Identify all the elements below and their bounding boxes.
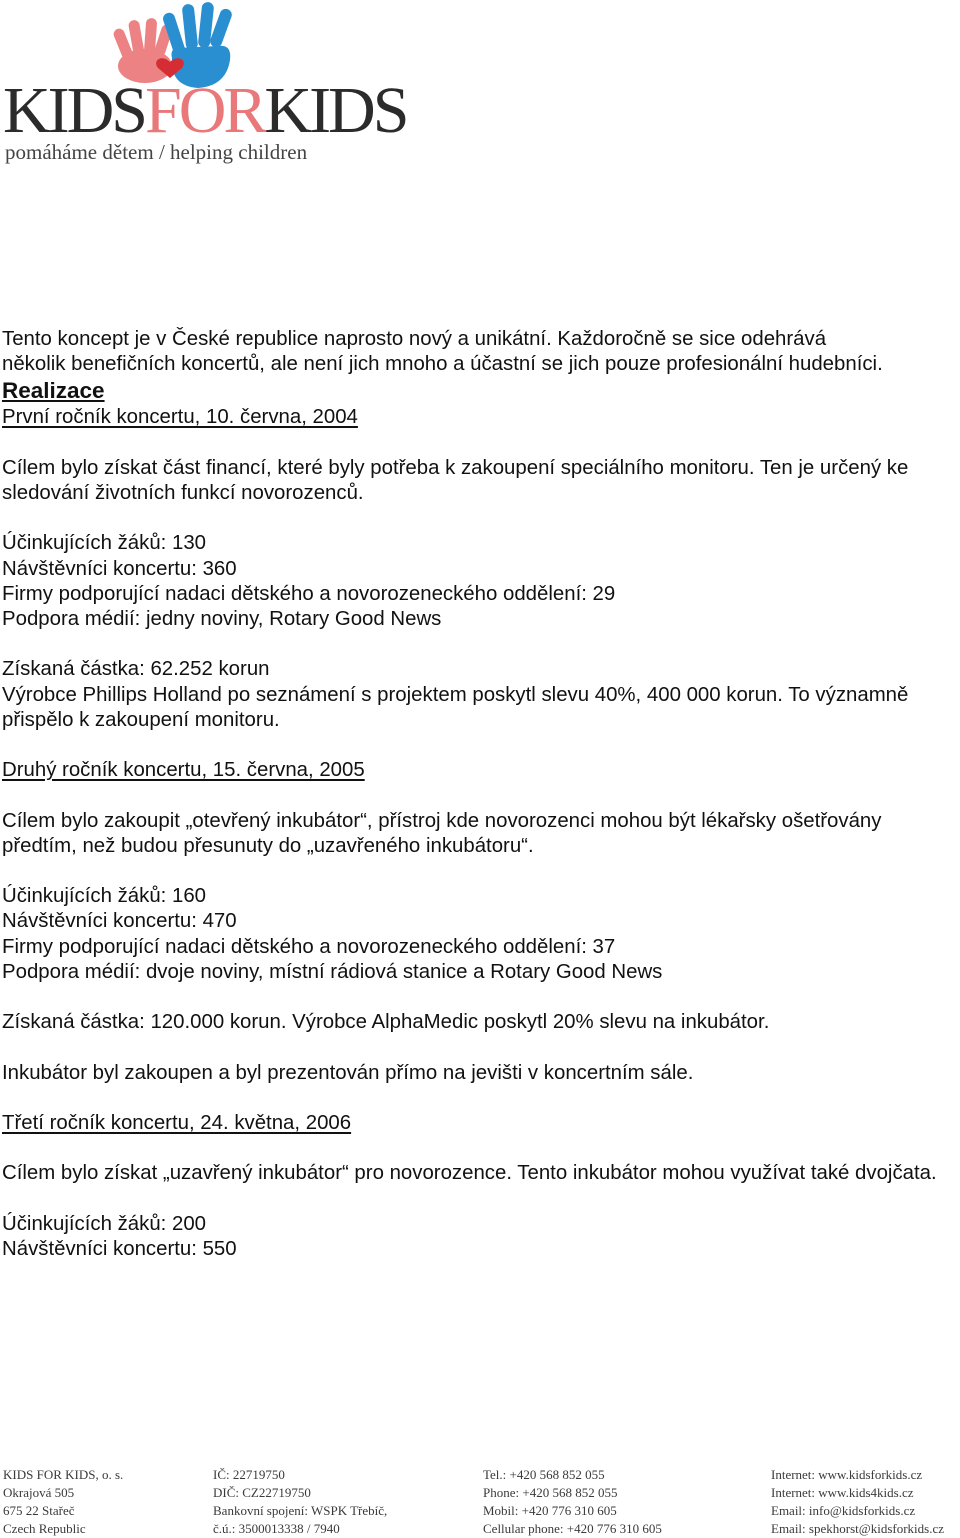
year3-visitors: Návštěvníci koncertu: 550 — [2, 1237, 237, 1260]
year3-goal: Cílem bylo získat „uzavřený inkubátor“ pro novorozence. Tento inkubátor mohou využívat také dvojčata. — [2, 1162, 937, 1185]
logo-wordmark: KIDSFORKIDS — [3, 74, 407, 147]
year2-goal: Cílem bylo zakoupit „otevřený inkubátor“, přístroj kde novorozenci mohou být lékařsky ošetřovány předtím, než budou přesunuty do „uzavřeného inkubátoru“. — [2, 809, 882, 857]
footer-line: 675 22 Stařeč — [3, 1503, 75, 1518]
year1-amount: Získaná částka: 62.252 korun — [2, 658, 270, 681]
year1-media: Podpora médií: jedny noviny, Rotary Good News — [2, 608, 442, 630]
year2-media: Podpora médií: dvoje noviny, místní rádiová stanice a Rotary Good News — [2, 960, 663, 983]
footer-line: Phone: +420 568 852 055 — [483, 1485, 618, 1500]
footer-line: Bankovní spojení: WSPK Třebíč, — [213, 1503, 388, 1518]
footer-company-ids — [213, 1466, 387, 1538]
footer-line: DIČ: CZ22719750 — [213, 1485, 311, 1500]
footer-line: Internet: www.kids4kids.cz — [771, 1485, 914, 1500]
footer-web-email — [771, 1466, 944, 1538]
intro-line-1: Tento koncept je v České republice naprosto nový a unikátní. Každoročně se sice odehrává — [2, 328, 827, 350]
year1-note: Výrobce Phillips Holland po seznámení s projektem poskytl slevu 40%, 400 000 korun. To významně přispělo k zakoupení monitoru. — [2, 683, 909, 731]
year1-title: První ročník koncertu, 10. června, 2004 — [2, 406, 358, 429]
letterhead-footer — [0, 1466, 960, 1538]
intro-line-2: několik benefičních koncertů, ale není jich mnoho a účastní se jich pouze profesionální hudebníci. — [2, 353, 883, 376]
year2-visitors: Návštěvníci koncertu: 470 — [2, 910, 237, 933]
year1-goal: Cílem bylo získat část financí, které byly potřeba k zakoupení speciálního monitoru. Ten je určený ke sledování životních funkcí novorozenců. — [2, 456, 909, 504]
year3-students: Účinkujících žáků: 200 — [2, 1212, 207, 1235]
footer-line: č.ú.: 3500013338 / 7940 — [213, 1521, 340, 1536]
footer-line: Internet: www.kidsforkids.cz — [771, 1467, 923, 1482]
footer-line: Okrajová 505 — [3, 1485, 75, 1500]
document-body — [2, 327, 952, 1262]
footer-line: Cellular phone: +420 776 310 605 — [483, 1521, 662, 1536]
section-heading-realizace: Realizace — [2, 378, 105, 404]
footer-line: Email: info@kidsforkids.cz — [771, 1503, 916, 1518]
footer-line: IČ: 22719750 — [213, 1467, 285, 1482]
footer-line: Mobil: +420 776 310 605 — [483, 1503, 617, 1518]
year2-title: Druhý ročník koncertu, 15. června, 2005 — [2, 759, 365, 782]
year2-students: Účinkujících žáků: 160 — [2, 885, 207, 908]
year2-note: Inkubátor byl zakoupen a byl prezentován přímo na jevišti v koncertním sále. — [2, 1061, 694, 1084]
year2-companies: Firmy podporující nadaci dětského a novorozeneckého oddělení: 37 — [2, 935, 616, 958]
year3-title: Třetí ročník koncertu, 24. května, 2006 — [2, 1111, 352, 1134]
footer-phones — [483, 1466, 662, 1538]
year1-students: Účinkujících žáků: 130 — [2, 532, 207, 555]
kidsforkids-logo — [0, 0, 407, 175]
footer-line: Tel.: +420 568 852 055 — [483, 1467, 605, 1482]
footer-line: Email: spekhorst@kidsforkids.cz — [771, 1521, 944, 1536]
logo-tagline: pomáháme dětem / helping children — [5, 140, 308, 164]
year2-amount: Získaná částka: 120.000 korun. Výrobce AlphaMedic poskytl 20% slevu na inkubátor. — [2, 1011, 770, 1034]
year1-companies: Firmy podporující nadaci dětského a novorozeneckého oddělení: 29 — [2, 582, 616, 605]
footer-line: KIDS FOR KIDS, o. s. — [3, 1467, 124, 1482]
year1-visitors: Návštěvníci koncertu: 360 — [2, 557, 237, 580]
footer-line: Czech Republic — [3, 1521, 86, 1536]
footer-address — [3, 1466, 123, 1538]
